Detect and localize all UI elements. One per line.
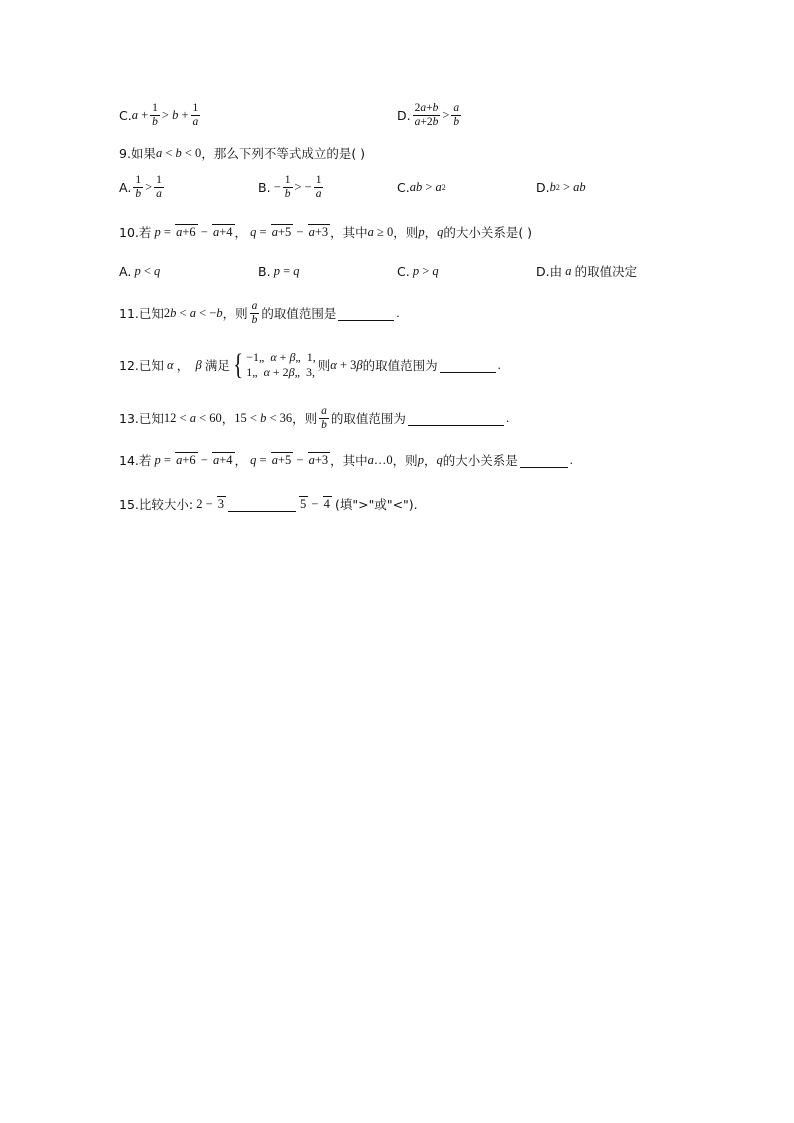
q9-option-d[interactable]: D. b 2 > ab <box>536 179 586 195</box>
q10-stem: 10.若 p = a+6 − a+4 ， q = a+5 − a+3 ，其中 a ≥ 0 ，则 p ， q 的大小关系是( ) <box>119 224 533 240</box>
option-label: C. <box>119 107 132 123</box>
q9-options-row <box>0 172 794 202</box>
q9-option-a[interactable]: A. $\frac{1}{b}$ > $\frac{1}{a}$ <box>119 174 162 200</box>
q11-stem: 11.已知 2 b < a < − b ，则 $\frac{a}{b}$ 的取值范围是 . <box>119 300 400 326</box>
q13-answer-blank[interactable] <box>408 411 504 426</box>
q14-stem: 14.若 p = a+6 − a+4 ， q = a+5 − a+3 ，其中 a …0 ，则 p ， q 的大小关系是 . <box>119 452 573 468</box>
q15-answer-blank[interactable] <box>228 497 296 512</box>
q10-option-c[interactable]: C. p > q <box>397 263 439 279</box>
q9-stem: 9.如果 a < b < 0 ，那么下列不等式成立的是( ) <box>119 145 366 161</box>
q13-stem: 13.已知 12 < a < 60 ， 15 < b < 36 ，则 $\frac{a}{b}$ 的取值范围为 . <box>119 405 510 431</box>
q8-options-row <box>0 100 794 130</box>
q14-answer-blank[interactable] <box>520 453 568 468</box>
q8-option-d[interactable]: D. $\frac{2a+b}{a+2b}$ > $\frac{a}{b}$ <box>397 102 460 128</box>
q12-stem: 12.已知 α ， β 满足 { −1„ α + β„ 1, 1„ α + 2β„ 3, 则 α + 3 β 的取值范围为 . <box>119 348 501 381</box>
q9-option-c[interactable]: C. ab > a 2 <box>397 179 446 195</box>
q10-option-d[interactable]: D.由 a 的取值决定 <box>536 263 638 279</box>
q10-options-row <box>0 256 794 286</box>
q10-option-b[interactable]: B. p = q <box>258 263 300 279</box>
q11-answer-blank[interactable] <box>338 306 394 321</box>
q12-answer-blank[interactable] <box>440 358 496 373</box>
q8-option-c[interactable]: C. a + $\frac{1}{b}$ > b + $\frac{1}{a}$ <box>119 102 199 128</box>
q15-stem: 15.比较大小: 2 − 3 5 − 4 (填">"或"<"). <box>119 496 418 512</box>
option-label: D. <box>397 107 411 123</box>
q10-option-a[interactable]: A. p < q <box>119 263 161 279</box>
q9-option-b[interactable]: B. − $\frac{1}{b}$ > − $\frac{1}{a}$ <box>258 174 322 200</box>
